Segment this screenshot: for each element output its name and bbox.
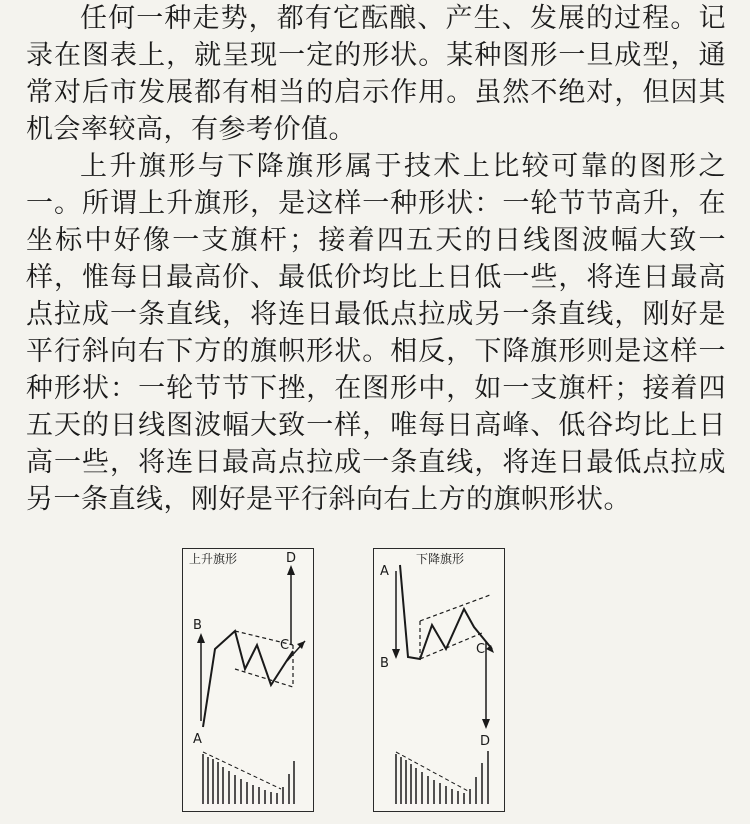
bull-label-d: D bbox=[286, 551, 297, 566]
bear-flag-upper-line bbox=[420, 595, 490, 621]
bull-flag-diagram bbox=[183, 549, 313, 811]
bull-flag-lower-line bbox=[235, 669, 293, 687]
body-text bbox=[26, 0, 726, 518]
paragraph-flags: 上升旗形与下降旗形属于技术上比较可靠的图形之一。所谓上升旗形，是这样一种形状：一轮节节高升，在坐标中好像一支旗杆；接着四五天的日线图波幅大致一样，惟每日最高价、最低价均比上日低一些，将连日最高点拉成一条直线，将连日最低点拉成另一条直线，刚好是平行斜向右下方的旗帜形状。相反，下降旗形则是这样一种形状：一轮节节下挫，在图形中，如一支旗杆；接着四五天的日线图波幅大致一样，唯每日高峰、低谷均比上日高一些，将连日最高点拉成一条直线，将连日最低点拉成另一条直线，刚好是平行斜向右上方的旗帜形状。 bbox=[26, 151, 726, 515]
bull-volume-bars bbox=[203, 754, 294, 804]
bull-flag-title: 上升旗形 bbox=[189, 552, 238, 566]
bear-label-d: D bbox=[480, 734, 491, 749]
paragraph-intro: 任何一种走势，都有它酝酿、产生、发展的过程。记录在图表上，就呈现一定的形状。某种图形一旦成型，通常对后市发展都有相当的启示作用。虽然不绝对，但因其机会率较高，有参考价值。 bbox=[26, 3, 726, 145]
bull-volume-trend bbox=[203, 752, 281, 789]
bear-flag-diagram bbox=[374, 549, 504, 811]
bear-label-a: A bbox=[380, 564, 389, 579]
bear-label-c: C bbox=[476, 642, 486, 657]
bull-label-c: C bbox=[280, 638, 290, 653]
bear-label-b: B bbox=[380, 656, 389, 671]
bull-label-a: A bbox=[193, 732, 202, 747]
bear-flag-title: 下降旗形 bbox=[416, 552, 465, 566]
bull-label-b: B bbox=[193, 618, 202, 633]
bear-volume-trend bbox=[396, 752, 468, 791]
bear-flag-figure bbox=[373, 548, 505, 812]
bull-flag-figure bbox=[182, 548, 314, 812]
